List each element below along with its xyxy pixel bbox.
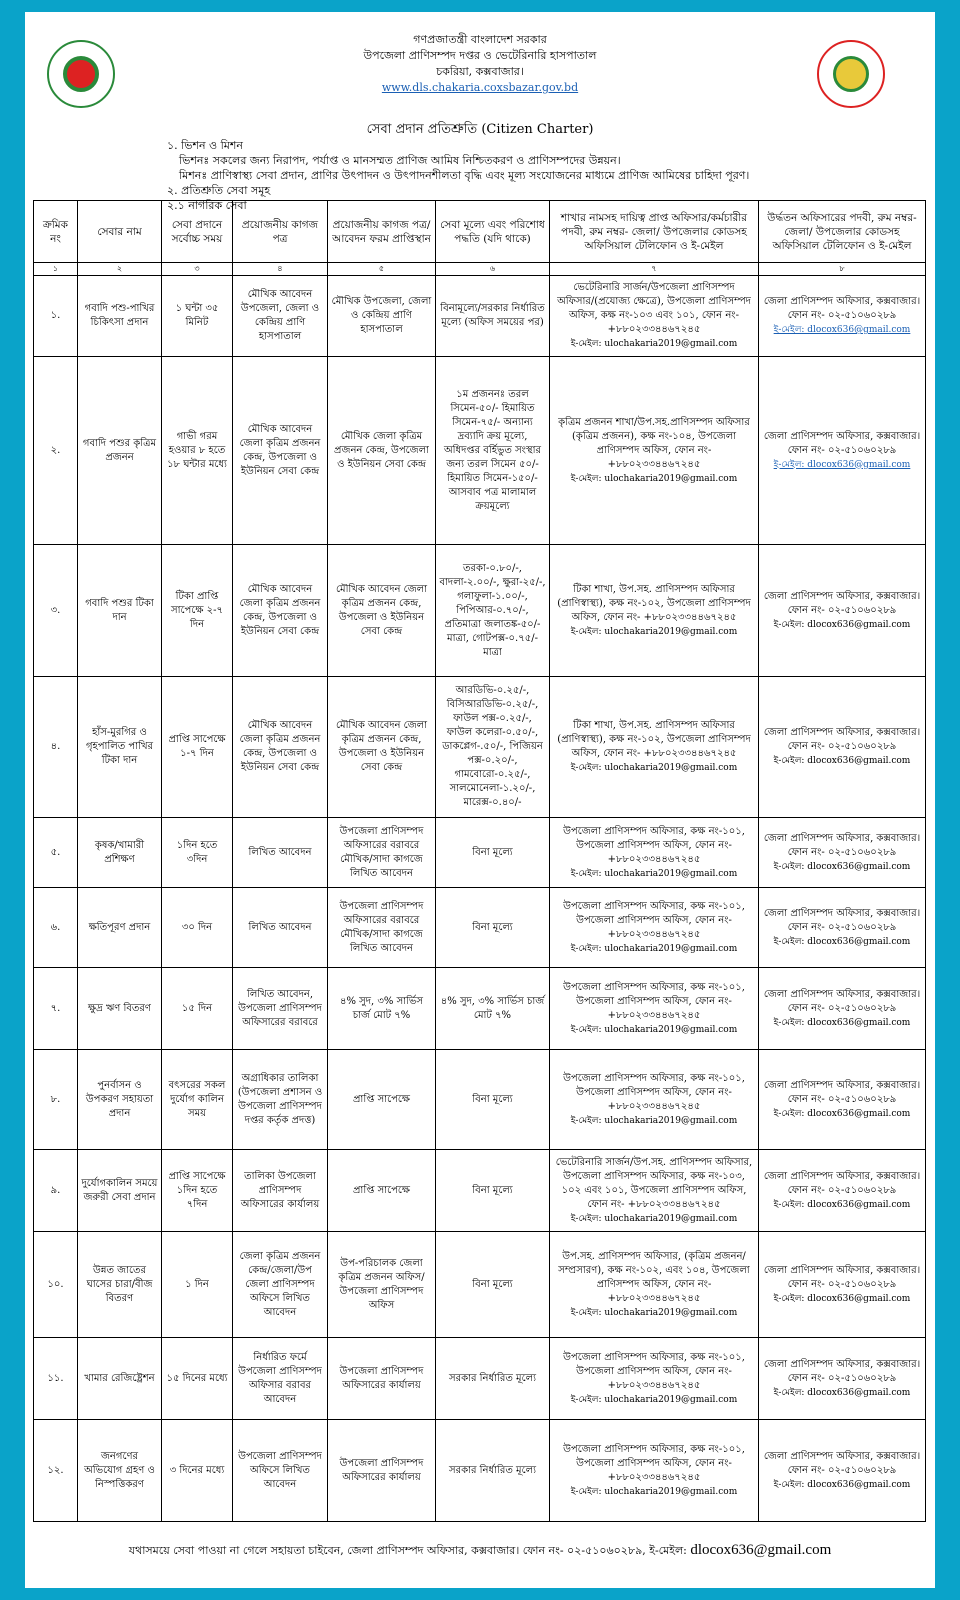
column-header: প্রয়োজনীয় কাগজ পত্র [233, 201, 328, 263]
cell-place: মৌখিক আবেদন জেলা কৃত্রিম প্রজনন কেন্দ্র, উপজেলা ও ইউনিয়ন সেবা কেন্দ্র [328, 677, 436, 818]
cell-name: উন্নত জাতের ঘাসের চারা/বীজ বিতরণ [78, 1232, 162, 1338]
cell-senior [759, 1150, 926, 1232]
officer-contact: উপজেলা প্রাণিসম্পদ অফিসার, কক্ষ নং-১০১, উপজেলা প্রাণিসম্পদ অফিস, ফোন নং- +৮৮০২৩৩৪৪৬৭২৪৫ [563, 1072, 745, 1112]
table-row [34, 276, 926, 357]
officer-contact: উপজেলা প্রাণিসম্পদ অফিসার, কক্ষ নং-১০১, উপজেলা প্রাণিসম্পদ অফিস, ফোন নং- +৮৮০২৩৩৪৪৬৭২৪৫ [563, 981, 745, 1021]
cell-no: ১১. [34, 1338, 78, 1420]
cell-name: ক্ষুদ্র ঋণ বিতরণ [78, 968, 162, 1050]
cell-docs: জেলা কৃত্রিম প্রজনন কেন্দ্র/জেলা/উপ জেলা প্রাণিসম্পদ অফিসে লিখিত আবেদন [233, 1232, 328, 1338]
column-number: ৫ [328, 263, 436, 276]
cell-docs: তালিকা উপজেলা প্রাণিসম্পদ অফিসারের কার্যালয় [233, 1150, 328, 1232]
column-number: ২ [78, 263, 162, 276]
officer-email: ই-মেইল: ulochakaria2019@gmail.com [570, 1213, 738, 1224]
officer-contact: কৃত্রিম প্রজনন শাখা/উপ.সহ.প্রাণিসম্পদ অফিসার (কৃত্রিম প্রজনন), কক্ষ নং-১০৪, উপজেলা প্রাণিসম্পদ অফিস, ফোন নং- +৮৮০২৩৩৪৪৬৭২৪৫ [558, 416, 750, 470]
cell-officer [550, 1050, 759, 1150]
cell-officer [550, 1232, 759, 1338]
column-number: ৭ [550, 263, 759, 276]
table-row [34, 357, 926, 545]
cell-docs: লিখিত আবেদন, উপজেলা প্রাণিসম্পদ অফিসারের বরাবরে [233, 968, 328, 1050]
cell-time: প্রাপ্তি সাপেক্ষে ১-৭ দিন [162, 677, 233, 818]
vision-text: ভিশনঃ সকলের জন্য নিরাপদ, পর্যাপ্ত ও মানসম্মত প্রাণিজ আমিষ নিশ্চিতকরণ ও প্রাণিসম্পদের উন্নয়ন। [179, 154, 621, 167]
officer-email: ই-মেইল: ulochakaria2019@gmail.com [570, 868, 738, 879]
table-row [34, 1050, 926, 1150]
header-line-3: চকরিয়া, কক্সবাজার। [436, 65, 524, 78]
officer-email: ই-মেইল: ulochakaria2019@gmail.com [570, 626, 738, 637]
cell-fee: বিনামূল্যে/সরকার নির্ধারিত মূল্যে (অফিস সময়ের পর) [436, 276, 550, 357]
cell-time: ১৫ দিনের মধ্যে [162, 1338, 233, 1420]
officer-email: ই-মেইল: ulochakaria2019@gmail.com [570, 1115, 738, 1126]
cell-no: ৬. [34, 888, 78, 968]
senior-email: ই-মেইল: dlocox636@gmail.com [773, 1387, 911, 1398]
mission-text: মিশনঃ প্রাণিস্বাস্থ্য সেবা প্রদান, প্রাণির উৎপাদন ও উৎপাদনশীলতা বৃদ্ধি এবং মূল্য সংযোজনের মাধ্যমে প্রাণিজ আমিষের চাহিদা পূরণ। [179, 169, 750, 182]
cell-docs: লিখিত আবেদন [233, 888, 328, 968]
cell-no: ১০. [34, 1232, 78, 1338]
section-1-heading: ১. ভিশন ও মিশন [167, 139, 243, 152]
table-row [34, 1150, 926, 1232]
officer-email: ই-মেইল: ulochakaria2019@gmail.com [570, 1394, 738, 1405]
cell-place: ৪% সুদ, ৩% সার্ভিস চার্জ মোট ৭% [328, 968, 436, 1050]
cell-senior [759, 545, 926, 677]
senior-contact: জেলা প্রাণিসম্পদ অফিসার, কক্সবাজার। ফোন নং- ০২-৫১০৬০২৮৯ [763, 1264, 921, 1290]
table-row [34, 1420, 926, 1522]
cell-no: ৪. [34, 677, 78, 818]
cell-place: প্রাপ্তি সাপেক্ষে [328, 1150, 436, 1232]
officer-email: ই-মেইল: ulochakaria2019@gmail.com [570, 339, 738, 349]
cell-name: দুর্যোগকালিন সময়ে জরুরী সেবা প্রদান [78, 1150, 162, 1232]
table-row [34, 545, 926, 677]
citizen-charter-table [33, 200, 926, 1522]
cell-name: কৃষক/খামারী প্রশিক্ষণ [78, 818, 162, 888]
table-row [34, 888, 926, 968]
officer-contact: উপজেলা প্রাণিসম্পদ অফিসার, কক্ষ নং-১০১, উপজেলা প্রাণিসম্পদ অফিস, ফোন নং- +৮৮০২৩৩৪৪৬৭২৪৫ [563, 1351, 745, 1391]
cell-place: উপজেলা প্রাণিসম্পদ অফিসারের বরাবরে মৌখিক/সাদা কাগজে লিখিত আবেদন [328, 818, 436, 888]
cell-senior [759, 1420, 926, 1522]
senior-email: ই-মেইল: dlocox636@gmail.com [773, 1479, 911, 1490]
officer-contact: টিকা শাখা, উপ.সহ. প্রাণিসম্পদ অফিসার (প্রাণিস্বাস্থ্য), কক্ষ নং-১০২, উপজেলা প্রাণিসম্পদ অফিস, ফোন নং- +৮৮০২৩৩৪৪৬৭২৪৫ [557, 720, 751, 759]
cell-docs: মৌখিক আবেদন উপজেলা, জেলা ও কেন্দ্রিয় প্রাণি হাসপাতাল [233, 276, 328, 357]
senior-email: ই-মেইল: dlocox636@gmail.com [773, 1108, 911, 1119]
senior-contact: জেলা প্রাণিসম্পদ অফিসার, কক্সবাজার। ফোন নং- ০২-৫১০৬০২৮৯ [763, 590, 921, 616]
cell-senior [759, 1232, 926, 1338]
cell-fee: তরকা-০.৮০/-, বাদলা-২.০০/-, ক্ষুরা-২৫/-, গলাফুলা-১.০০/-, পিপিআর-০.৭০/-, প্রতিমাত্রা জলাতঙ্ক-৫০/-মাত্রা, গোটপক্স-০.৭৫/- মাত্রা [436, 545, 550, 677]
column-number: ১ [34, 263, 78, 276]
cell-fee: বিনা মূল্যে [436, 1232, 550, 1338]
cell-officer [550, 818, 759, 888]
header-line-2: উপজেলা প্রাণিসম্পদ দপ্তর ও ভেটেরিনারি হাসপাতাল [363, 49, 597, 62]
senior-email[interactable]: ই-মেইল: dlocox636@gmail.com [773, 325, 911, 335]
table-row [34, 1232, 926, 1338]
cell-place: উপজেলা প্রাণিসম্পদ অফিসারের কার্যালয় [328, 1338, 436, 1420]
cell-time: বৎসরের সকল দুর্যোগ কালিন সময় [162, 1050, 233, 1150]
senior-contact: জেলা প্রাণিসম্পদ অফিসার, কক্সবাজার। ফোন নং- ০২-৫১০৬০২৮৯ [763, 1450, 921, 1476]
senior-email: ই-মেইল: dlocox636@gmail.com [773, 1293, 911, 1304]
document-header [25, 32, 935, 96]
cell-fee: বিনা মূল্যে [436, 888, 550, 968]
cell-senior [759, 677, 926, 818]
officer-email: ই-মেইল: ulochakaria2019@gmail.com [570, 1307, 738, 1318]
senior-email: ই-মেইল: dlocox636@gmail.com [773, 1017, 911, 1028]
footer-contact [25, 1542, 935, 1561]
column-header: শাখার নামসহ দায়িত্ব প্রাপ্ত অফিসার/কর্মচারীর পদবী, রুম নম্বর- জেলা/ উপজেলার কোডসহ অফিসিয়াল টেলিফোন ও ই-মেইল [550, 201, 759, 263]
column-header: সেবা মূল্যে এবং পরিশোধ পদ্ধতি (যদি থাকে) [436, 201, 550, 263]
senior-contact: জেলা প্রাণিসম্পদ অফিসার, কক্সবাজার। ফোন নং- ০২-৫১০৬০২৮৯ [763, 1079, 921, 1105]
cell-officer [550, 276, 759, 357]
cell-time: ৩০ দিন [162, 888, 233, 968]
cell-time: ৩ দিনের মধ্যে [162, 1420, 233, 1522]
column-header: উর্দ্ধতন অফিসারের পদবী, রুম নম্বর- জেলা/ উপজেলার কোডসহ অফিসিয়াল টেলিফোন ও ই-মেইল [759, 201, 926, 263]
cell-officer [550, 1338, 759, 1420]
cell-fee: বিনা মূল্যে [436, 818, 550, 888]
cell-no: ৭. [34, 968, 78, 1050]
cell-docs: লিখিত আবেদন [233, 818, 328, 888]
senior-contact: জেলা প্রাণিসম্পদ অফিসার, কক্সবাজার। ফোন নং- ০২-৫১০৬০২৮৯ [763, 1170, 921, 1196]
senior-contact: জেলা প্রাণিসম্পদ অফিসার, কক্সবাজার। ফোন নং- ০২-৫১০৬০২৮৯ [763, 296, 921, 321]
senior-contact: জেলা প্রাণিসম্পদ অফিসার, কক্সবাজার। ফোন নং- ০২-৫১০৬০২৮৯ [763, 1358, 921, 1384]
officer-contact: উপজেলা প্রাণিসম্পদ অফিসার, কক্ষ নং-১০১, উপজেলা প্রাণিসম্পদ অফিস, ফোন নং- +৮৮০২৩৩৪৪৬৭২৪৫ [563, 900, 745, 940]
table-row [34, 968, 926, 1050]
page-title: সেবা প্রদান প্রতিশ্রুতি (Citizen Charter) [366, 122, 594, 137]
cell-time: ১ ঘন্টা ৩৫ মিনিট [162, 276, 233, 357]
cell-fee: ১ম প্রজননঃ তরল সিমেন-৫০/- হিমায়িত সিমেন-৭৫/- অন্যান্য দ্রব্যাদি ক্রয় মূল্যে, অধিদপ্তর বর্হিভুত সংস্থার জন্য তরল সিমেন ৫০/- হিমায়িত সিমেন-১৫০/- আসবাব পত্র মালামাল ক্রয়মূল্যে [436, 357, 550, 545]
senior-email: ই-মেইল: dlocox636@gmail.com [773, 936, 911, 947]
senior-contact: জেলা প্রাণিসম্পদ অফিসার, কক্সবাজার। ফোন নং- ০২-৫১০৬০২৮৯ [763, 727, 921, 752]
cell-officer [550, 357, 759, 545]
officer-contact: ভেটেরিনারি সার্জন/উপজেলা প্রাণিসম্পদ অফিসার/(প্রযোজ্য ক্ষেত্রে), উপজেলা প্রাণিসম্পদ অফিস, কক্ষ নং-১০৩ এবং ১০১, ফোন নং- +৮৮০২৩৩৪৪৬৭২৪৫ [557, 282, 751, 335]
cell-name: গবাদি পশু-পাখির চিকিৎসা প্রদান [78, 276, 162, 357]
senior-email: ই-মেইল: dlocox636@gmail.com [773, 861, 911, 872]
cell-officer [550, 677, 759, 818]
officer-contact: ভেটেরিনারি সার্জন/উপ.সহ. প্রাণিসম্পদ অফিসার, উপজেলা প্রাণিসম্পদ অফিসার, কক্ষ নং-১০৩, ১০২ এবং ১০১, উপজেলা প্রাণিসম্পদ অফিস, ফোন নং- +৮৮০২৩৩৪৪৬৭২৪৫ [555, 1156, 753, 1210]
senior-email: ই-মেইল: dlocox636@gmail.com [773, 619, 911, 630]
cell-time: প্রাপ্তি সাপেক্ষে ১দিন হতে ৭দিন [162, 1150, 233, 1232]
table-row [34, 677, 926, 818]
cell-fee: বিনা মূল্যে [436, 1050, 550, 1150]
cell-officer [550, 1150, 759, 1232]
cell-fee: সরকার নির্ধারিত মূল্যে [436, 1420, 550, 1522]
cell-time: ১৫ দিন [162, 968, 233, 1050]
senior-email: ই-মেইল: dlocox636@gmail.com [773, 1199, 911, 1210]
cell-no: ৩. [34, 545, 78, 677]
website-link[interactable]: www.dls.chakaria.coxsbazar.gov.bd [381, 81, 579, 94]
officer-email: ই-মেইল: ulochakaria2019@gmail.com [570, 1024, 738, 1035]
cell-fee: বিনা মূল্যে [436, 1150, 550, 1232]
senior-contact: জেলা প্রাণিসম্পদ অফিসার, কক্সবাজার। ফোন নং- ০২-৫১০৬০২৮৯ [763, 988, 921, 1014]
header-line-1: গণপ্রজাতন্ত্রী বাংলাদেশ সরকার [413, 33, 547, 46]
officer-email: ই-মেইল: ulochakaria2019@gmail.com [570, 943, 738, 954]
cell-no: ১. [34, 276, 78, 357]
cell-fee: সরকার নির্ধারিত মূল্যে [436, 1338, 550, 1420]
cell-docs: উপজেলা প্রাণিসম্পদ অফিসে লিখিত আবেদন [233, 1420, 328, 1522]
column-header: ক্রমিক নং [34, 201, 78, 263]
officer-email: ই-মেইল: ulochakaria2019@gmail.com [570, 1486, 738, 1497]
footer-email: dlocox636@gmail.com [690, 1542, 832, 1558]
cell-place: উপজেলা প্রাণিসম্পদ অফিসারের কার্যালয় [328, 1420, 436, 1522]
cell-no: ১২. [34, 1420, 78, 1522]
cell-docs: মৌখিক আবেদন জেলা কৃত্রিম প্রজনন কেন্দ্র, উপজেলা ও ইউনিয়ন সেবা কেন্দ্র [233, 545, 328, 677]
cell-name: পুনর্বাসন ও উপকরণ সহায়তা প্রদান [78, 1050, 162, 1150]
cell-fee: ৪% সুদ, ৩% সার্ভিস চার্জ মোট ৭% [436, 968, 550, 1050]
section-2-heading: ২. প্রতিশ্রুতি সেবা সমূহ [167, 184, 271, 197]
cell-senior [759, 818, 926, 888]
cell-senior [759, 1338, 926, 1420]
cell-no: ২. [34, 357, 78, 545]
officer-email: ই-মেইল: ulochakaria2019@gmail.com [570, 763, 738, 773]
cell-officer [550, 968, 759, 1050]
cell-name: গবাদি পশুর কৃত্রিম প্রজনন [78, 357, 162, 545]
officer-contact: উপজেলা প্রাণিসম্পদ অফিসার, কক্ষ নং-১০১, উপজেলা প্রাণিসম্পদ অফিস, ফোন নং- +৮৮০২৩৩৪৪৬৭২৪৫ [563, 825, 745, 865]
cell-no: ৯. [34, 1150, 78, 1232]
cell-name: গবাদি পশুর টিকা দান [78, 545, 162, 677]
cell-time: টিকা প্রাপ্তি সাপেক্ষে ২-৭ দিন [162, 545, 233, 677]
cell-senior [759, 357, 926, 545]
cell-officer [550, 1420, 759, 1522]
cell-place: মৌখিক উপজেলা, জেলা ও কেন্দ্রিয় প্রাণি হাসপাতাল [328, 276, 436, 357]
cell-fee: আরডিভি-০.২৫/-, বিসিআরডিভি-০.২৫/-, ফাউল পক্স-০.২৫/-, ফাউল কলেরা-০.৫০/-, ডাকপ্লেগ-.৫০/-, পিজিয়ন পক্স-০.২০/-, গামবোরো-০.২৫/-, সালমোনেলা-১.২০/-, মারেক্স-০.৪০/- [436, 677, 550, 818]
column-header: সেবা প্রদানে সর্বোচ্চ সময় [162, 201, 233, 263]
officer-contact: উপ.সহ. প্রাণিসম্পদ অফিসার, (কৃত্রিম প্রজনন/সম্প্রসারণ), কক্ষ নং-১০২, এবং ১০৪, উপজেলা প্রাণিসম্পদ অফিস, ফোন নং- +৮৮০২৩৩৪৪৬৭২৪৫ [558, 1250, 750, 1304]
cell-name: ক্ষতিপূরণ প্রদান [78, 888, 162, 968]
cell-place: মৌখিক জেলা কৃত্রিম প্রজনন কেন্দ্র, উপজেলা ও ইউনিয়ন সেবা কেন্দ্র [328, 357, 436, 545]
cell-time: গাভী গরম হওয়ার ৮ হতে ১৮ ঘন্টার মধ্যে [162, 357, 233, 545]
cell-name: হাঁস-মুরগির ও গৃহপালিত পাখির টিকা দান [78, 677, 162, 818]
cell-name: খামার রেজিষ্ট্রেশন [78, 1338, 162, 1420]
column-number: ৩ [162, 263, 233, 276]
cell-docs: অগ্রাধিকার তালিকা (উপজেলা প্রশাসন ও উপজেলা প্রাণিসম্পদ দপ্তর কর্তৃক প্রদত্ত) [233, 1050, 328, 1150]
senior-contact: জেলা প্রাণিসম্পদ অফিসার, কক্সবাজার। ফোন নং- ০২-৫১০৬০২৮৯ [763, 907, 921, 933]
officer-contact: উপজেলা প্রাণিসম্পদ অফিসার, কক্ষ নং-১০১, উপজেলা প্রাণিসম্পদ অফিস, ফোন নং- +৮৮০২৩৩৪৪৬৭২৪৫ [563, 1443, 745, 1483]
cell-name: জনগণের অভিযোগ গ্রহণ ও নিস্পত্তিকরণ [78, 1420, 162, 1522]
senior-email: ই-মেইল: dlocox636@gmail.com [773, 756, 911, 766]
senior-contact: জেলা প্রাণিসম্পদ অফিসার, কক্সবাজার। ফোন নং- ০২-৫১০৬০২৮৯ [763, 430, 921, 456]
table-row [34, 1338, 926, 1420]
column-number: ৬ [436, 263, 550, 276]
table-row [34, 818, 926, 888]
cell-time: ১দিন হতে ৩দিন [162, 818, 233, 888]
cell-officer [550, 888, 759, 968]
cell-place: প্রাপ্তি সাপেক্ষে [328, 1050, 436, 1150]
column-number: ৪ [233, 263, 328, 276]
footer-text: যথাসময়ে সেবা পাওয়া না গেলে সহায়তা চাইবেন, জেলা প্রাণিসম্পদ অফিসার, কক্সবাজার। ফোন নং- ০২-৫১০৬০২৮৯, ই-মেইল: [128, 1544, 687, 1557]
cell-senior [759, 1050, 926, 1150]
cell-docs: মৌখিক আবেদন জেলা কৃত্রিম প্রজনন কেন্দ্র, উপজেলা ও ইউনিয়ন সেবা কেন্দ্র [233, 677, 328, 818]
cell-docs: নির্ধারিত ফর্মে উপজেলা প্রাণিসম্পদ অফিসার বরাবর আবেদন [233, 1338, 328, 1420]
senior-contact: জেলা প্রাণিসম্পদ অফিসার, কক্সবাজার। ফোন নং- ০২-৫১০৬০২৮৯ [763, 832, 921, 858]
cell-senior [759, 968, 926, 1050]
cell-senior [759, 276, 926, 357]
cell-place: উপ-পরিচালক জেলা কৃত্রিম প্রজনন অফিস/উপজেলা প্রাণিসম্পদ অফিস [328, 1232, 436, 1338]
column-header: সেবার নাম [78, 201, 162, 263]
cell-no: ৫. [34, 818, 78, 888]
senior-email[interactable]: ই-মেইল: dlocox636@gmail.com [773, 459, 911, 470]
cell-time: ১ দিন [162, 1232, 233, 1338]
column-number: ৮ [759, 263, 926, 276]
cell-senior [759, 888, 926, 968]
cell-docs: মৌখিক আবেদন জেলা কৃত্রিম প্রজনন কেন্দ্র, উপজেলা ও ইউনিয়ন সেবা কেন্দ্র [233, 357, 328, 545]
officer-contact: টিকা শাখা, উপ.সহ. প্রাণিসম্পদ অফিসার (প্রাণিস্বাস্থ্য), কক্ষ নং-১০২, উপজেলা প্রাণিসম্পদ অফিস, ফোন নং- +৮৮০২৩৩৪৪৬৭২৪৫ [557, 583, 751, 623]
section-2-1-heading: ২.১ নাগরিক সেবা [167, 199, 247, 212]
column-header: প্রয়োজনীয় কাগজ পত্র/আবেদন ফরম প্রাপ্তিস্থান [328, 201, 436, 263]
officer-email: ই-মেইল: ulochakaria2019@gmail.com [570, 473, 738, 484]
cell-place: মৌখিক আবেদন জেলা কৃত্রিম প্রজনন কেন্দ্র, উপজেলা ও ইউনিয়ন সেবা কেন্দ্র [328, 545, 436, 677]
cell-no: ৮. [34, 1050, 78, 1150]
cell-officer [550, 545, 759, 677]
cell-place: উপজেলা প্রাণিসম্পদ অফিসারের বরাবরে মৌখিক/সাদা কাগজে লিখিত আবেদন [328, 888, 436, 968]
document-page [25, 12, 935, 1588]
